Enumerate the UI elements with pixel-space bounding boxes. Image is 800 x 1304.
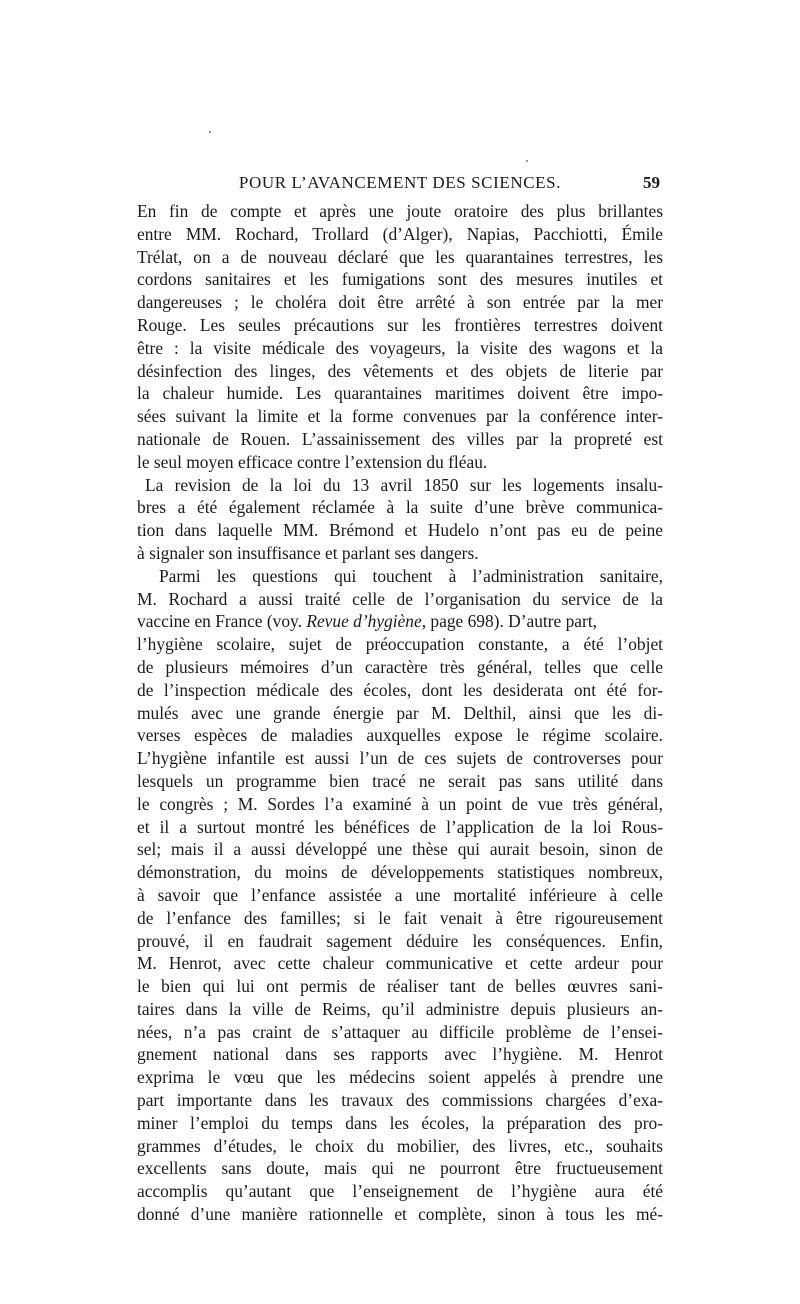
running-head <box>140 171 660 195</box>
text-line: de plusieurs mémoires d’un caractère très général, telles que celle <box>137 656 663 677</box>
text-line: nées, n’a pas craint de s’attaquer au difficile problème de l’ensei- <box>137 1021 663 1042</box>
text-line: tion dans laquelle MM. Brémond et Hudelo n’ont pas eu de peine <box>137 520 663 541</box>
text-line: taires dans la ville de Reims, qu’il administre depuis plusieurs an- <box>137 998 663 1019</box>
text-line: cordons sanitaires et les fumigations sont des mesures inutiles et <box>137 269 663 290</box>
text-line-with-citation <box>137 610 663 633</box>
text-line: Rouge. Les seules précautions sur les frontières terrestres doivent <box>137 314 663 335</box>
text-line: et il a surtout montré les bénéfices de l’application de la loi Rous- <box>137 816 663 837</box>
text-line: dangereuses ; le choléra doit être arrêté à son entrée par la mer <box>137 292 663 313</box>
text-line: lesquels un programme bien tracé ne serait pas sans utilité dans <box>137 770 663 791</box>
text-line: être : la visite médicale des voyageurs, la visite des wagons et la <box>137 337 663 358</box>
text-line: L’hygiène infantile est aussi l’un de ces sujets de controverses pour <box>137 748 663 769</box>
text-line: le bien qui lui ont permis de réaliser tant de belles œuvres sani- <box>137 976 663 997</box>
text-line: de l’inspection médicale des écoles, dont les desiderata ont été for- <box>137 679 663 700</box>
text-line: l’hygiène scolaire, sujet de préoccupation constante, a été l’objet <box>137 634 663 655</box>
text-line: la chaleur humide. Les quarantaines maritimes doivent être impo- <box>137 383 663 404</box>
body-text <box>137 200 663 1226</box>
text-line: accomplis qu’autant que l’enseignement de l’hygiène aura été <box>137 1181 663 1202</box>
text-line: à signaler son insuffisance et parlant ses dangers. <box>137 542 479 563</box>
text-line: donné d’une manière rationnelle et complète, sinon à tous les mé- <box>137 1204 663 1225</box>
text-line: miner l’emploi du temps dans les écoles, la préparation des pro- <box>137 1112 663 1133</box>
text-line: Trélat, on a de nouveau déclaré que les quarantaines terrestres, les <box>137 246 663 267</box>
text-line: En fin de compte et après une joute oratoire des plus brillantes <box>137 201 663 221</box>
text-line: mulés avec une grande énergie par M. Delthil, ainsi que les di- <box>137 702 663 723</box>
text-line: exprima le vœu que les médecins soient appelés à prendre une <box>137 1067 663 1088</box>
text-line: de l’enfance des familles; si le fait venait à être rigoureusement <box>137 907 663 928</box>
text-line: grammes d’études, le choix du mobilier, des livres, etc., souhaits <box>137 1135 663 1156</box>
text-line: désinfection des linges, des vêtements et des objets de literie par <box>137 360 663 381</box>
page-number: 59 <box>643 173 660 192</box>
text-line: La revision de la loi du 13 avril 1850 sur les logements insalu- <box>145 474 663 495</box>
text-line: Parmi les questions qui touchent à l’administration sanitaire, <box>159 565 663 586</box>
text-line: sel; mais il a aussi développé une thèse qui aurait besoin, sinon de <box>137 839 663 860</box>
text-line: part importante dans les travaux des commissions chargées d’exa- <box>137 1090 663 1111</box>
print-speck <box>209 131 211 133</box>
text-line: verses espèces de maladies auxquelles expose le régime scolaire. <box>137 725 663 746</box>
print-speck <box>526 160 528 162</box>
text-line: sées suivant la limite et la forme convenues par la conférence inter- <box>137 406 663 427</box>
text-line: M. Henrot, avec cette chaleur communicative et cette ardeur pour <box>137 953 663 974</box>
text-line: excellents sans doute, mais qui ne pourront être fructueusement <box>137 1158 663 1179</box>
text-line: démonstration, du moins de développements statistiques nombreux, <box>137 862 663 883</box>
text-run: vaccine en France (voy. <box>137 611 302 632</box>
text-line: prouvé, il en faudrait sagement déduire les conséquences. Enfin, <box>137 930 663 951</box>
text-line: entre MM. Rochard, Trollard (d’Alger), Napias, Pacchiotti, Émile <box>137 223 663 244</box>
text-line: nationale de Rouen. L’assainissement des villes par la propreté est <box>137 428 663 449</box>
journal-title-italic: Revue d’hygiène <box>306 611 422 632</box>
text-line: le seul moyen efficace contre l’extension du fléau. <box>137 451 488 472</box>
text-line: bres a été également réclamée à la suite d’une brève communica- <box>137 497 663 518</box>
running-title: POUR L’AVANCEMENT DES SCIENCES. <box>238 173 562 192</box>
text-line: le congrès ; M. Sordes l’a examiné à un point de vue très général, <box>137 793 663 814</box>
text-line: M. Rochard a aussi traité celle de l’organisation du service de la <box>137 588 663 609</box>
text-line: à savoir que l’enfance assistée a une mortalité inférieure à celle <box>137 884 663 905</box>
text-line: gnement national dans ses rapports avec l’hygiène. M. Henrot <box>137 1044 663 1065</box>
text-run: , page 698). D’autre part, <box>421 611 598 632</box>
